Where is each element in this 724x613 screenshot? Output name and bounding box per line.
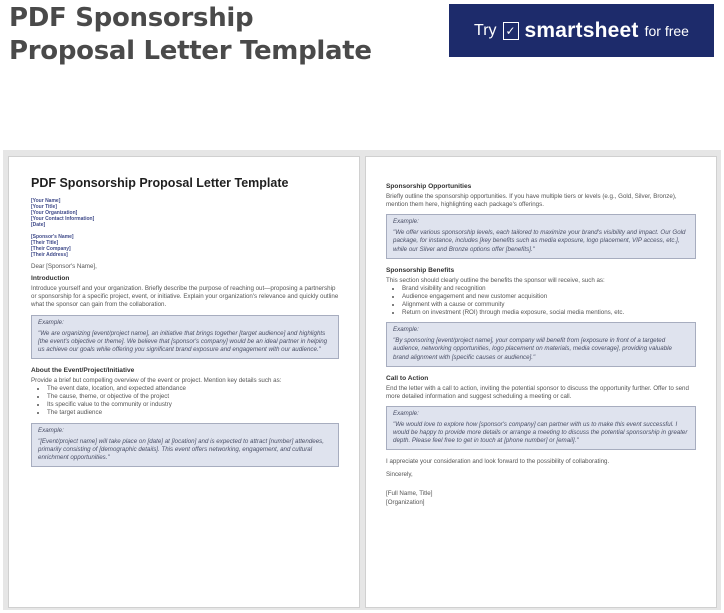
example-box-call-to-action	[386, 406, 696, 450]
smartsheet-check-icon: ✓	[503, 22, 519, 40]
sender-field: [Date]	[31, 222, 46, 229]
example-box-intro	[31, 315, 339, 359]
list-item: • The cause, theme, or objective of the project	[47, 393, 339, 401]
example-box-opportunities	[386, 214, 696, 258]
list-item: • The target audience	[47, 409, 339, 417]
cta-brand-label: smartsheet	[524, 18, 639, 42]
example-label: Example:	[38, 426, 64, 434]
cta-free-label: for free	[644, 22, 689, 39]
about-heading: About the Event/Project/Initiative	[31, 366, 135, 374]
document-preview	[3, 150, 721, 610]
example-label: Example:	[393, 326, 419, 334]
main-title	[9, 2, 372, 68]
title-line-2: Proposal Letter Template	[9, 36, 372, 66]
intro-text: Introduce yourself and your organization. Briefly describe the purpose of reaching out—proposing a partnership or sponsorship for a specific project, event, or initiative. Explain your organization's relevance and quickly outline what the sponsor can gain from the collaboration.	[31, 285, 339, 309]
example-text: "[Event/project name] will take place on [date] at [location] and is expected to attract [number] attendees, primarily consisting of [demographic details]. This event offers networking, engagement, and cultural enrichment opportunities."	[38, 437, 324, 461]
signature-name: [Full Name, Title]	[386, 490, 433, 498]
sender-field: [Your Name]	[31, 198, 61, 205]
sincerely: Sincerely,	[386, 471, 413, 479]
try-smartsheet-button[interactable]	[449, 4, 714, 57]
example-box-benefits	[386, 322, 696, 366]
cta-try-label: Try	[474, 21, 497, 39]
document-page-1	[8, 156, 360, 608]
call-to-action-heading: Call to Action	[386, 374, 429, 382]
list-item: • Brand visibility and recognition	[402, 285, 696, 293]
list-item: • Audience engagement and new customer acquisition	[402, 293, 696, 301]
example-box-about	[31, 423, 339, 467]
example-text: "We offer various sponsorship levels, each tailored to maximize your brand's visibility and impact. Our Gold package, for instance, includes [key benefits such as media exposure, logo placement, VIP access, etc.], while our Silver and Bronze options offer [benefits]."	[393, 229, 686, 253]
signature-organization: [Organization]	[386, 498, 425, 506]
opportunities-heading: Sponsorship Opportunities	[386, 183, 472, 190]
benefits-heading: Sponsorship Benefits	[386, 266, 455, 274]
list-item: • Its specific value to the community or industry	[47, 401, 339, 409]
opportunities-text: Briefly outline the sponsorship opportunities. If you have multiple tiers or levels (e.g., Gold, Silver, Bronze), mention them here, highlighting each package's offerings.	[386, 193, 677, 209]
sender-field: [Your Title]	[31, 204, 57, 211]
sender-block	[31, 198, 339, 228]
sender-field: [Your Organization]	[31, 210, 78, 217]
title-line-1: PDF Sponsorship	[9, 3, 254, 33]
recipient-block	[31, 234, 339, 258]
call-to-action-text: End the letter with a call to action, inviting the potential sponsor to discuss the opportunity further. Offer to send more detailed information and suggest scheduling a meeting or call.	[386, 384, 689, 400]
page-header	[0, 0, 724, 150]
recipient-field: [Sponsor's Name]	[31, 234, 74, 241]
closing-text: I appreciate your consideration and look forward to the possibility of collaborating.	[386, 458, 610, 466]
about-text: Provide a brief but compelling overview of the event or project. Mention key details such as:	[31, 377, 282, 385]
about-list	[31, 385, 339, 417]
example-label: Example:	[38, 318, 64, 326]
list-item: • Alignment with a cause or community	[402, 301, 696, 309]
benefits-list	[386, 285, 696, 317]
recipient-field: [Their Company]	[31, 246, 71, 253]
example-text: "We are organizing [event/project name], an initiative that brings together [target audience] and highlights [the event's objective or theme]. We believe that [sponsor's company] would be an ideal partner in helping us achieve our goals while offering you significant brand exposure and engagement with our audience."	[38, 329, 328, 353]
document-title: PDF Sponsorship Proposal Letter Template	[31, 176, 289, 190]
document-page-2	[365, 156, 717, 608]
list-item: • The event date, location, and expected attendance	[47, 385, 339, 393]
recipient-field: [Their Address]	[31, 252, 68, 259]
recipient-field: [Their Title]	[31, 240, 59, 247]
salutation: Dear [Sponsor's Name],	[31, 263, 97, 271]
benefits-text: This section should clearly outline the benefits the sponsor will receive, such as:	[386, 276, 605, 284]
intro-heading: Introduction	[31, 275, 70, 283]
example-label: Example:	[393, 409, 419, 417]
list-item: • Return on investment (ROI) through media exposure, social media mentions, etc.	[402, 309, 696, 317]
sender-field: [Your Contact Information]	[31, 216, 95, 223]
example-label: Example:	[393, 218, 419, 226]
example-text: "By sponsoring [event/project name], your company will benefit from [exposure in front of a targeted audience, networking opportunities, logo placement on materials, media coverage], providing valuable brand alignment with [specific causes or audience]."	[393, 337, 672, 361]
example-text: "We would love to explore how [sponsor's company] can partner with us to make this event successful. I would be happy to provide more details or arrange a meeting to discuss the potential sponsorship in greater depth. Please feel free to get in touch at [phone number] or [email]."	[393, 420, 688, 445]
